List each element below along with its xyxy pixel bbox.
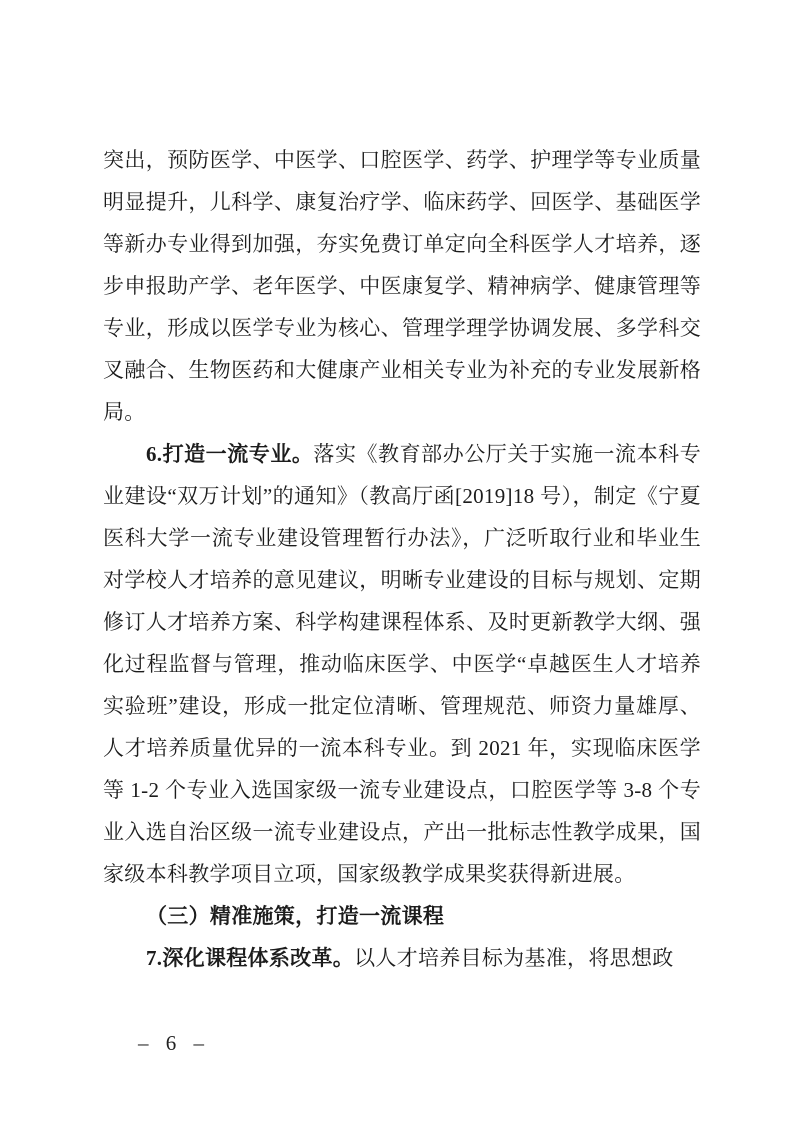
section-heading-text: （三）精准施策，打造一流课程 — [146, 904, 445, 928]
item-lead-bold-text: 6.打造一流专业。 — [146, 442, 314, 466]
page-number: – 6 – — [138, 1031, 210, 1055]
paragraph-text: 突出，预防医学、中医学、口腔医学、药学、护理学等专业质量明显提升，儿科学、康复治疗学、临床药学、回医学、基础医学等新办专业得到加强，夯实免费订单定向全科医学人才培养，逐步申报助产学、老年医学、中医康复学、精神病学、健康管理等专业，形成以医学专业为核心、管理学理学协调发展、多学科交叉融合、生物医药和大健康产业相关专业为补充的专业发展新格局。 — [103, 148, 701, 424]
section-heading — [103, 895, 701, 937]
item-lead-bold-text: 7.深化课程体系改革。 — [146, 946, 355, 970]
paragraph-specialty-development — [103, 139, 701, 433]
document-body — [103, 139, 701, 979]
paragraph-text: 以人才培养目标为基准，将思想政 — [354, 946, 674, 970]
paragraph-curriculum-reform — [103, 937, 701, 979]
paragraph-first-class-majors — [103, 433, 701, 895]
paragraph-text: 落实《教育部办公厅关于实施一流本科专业建设“双万计划”的通知》（教高厅函[2019]18 号），制定《宁夏医科大学一流专业建设管理暂行办法》，广泛听取行业和毕业生对学校人才培养的意见建议，明晰专业建设的目标与规划、定期修订人才培养方案、科学构建课程体系、及时更新教学大纲、强化过程监督与管理，推动临床医学、中医学“卓越医生人才培养实验班”建设，形成一批定位清晰、管理规范、师资力量雄厚、人才培养质量优异的一流本科专业。到 2021 年，实现临床医学等 1-2 个专业入选国家级一流专业建设点，口腔医学等 3-8 个专业入选自治区级一流专业建设点，产出一批标志性教学成果，国家级本科教学项目立项，国家级教学成果奖获得新进展。 — [103, 442, 701, 886]
